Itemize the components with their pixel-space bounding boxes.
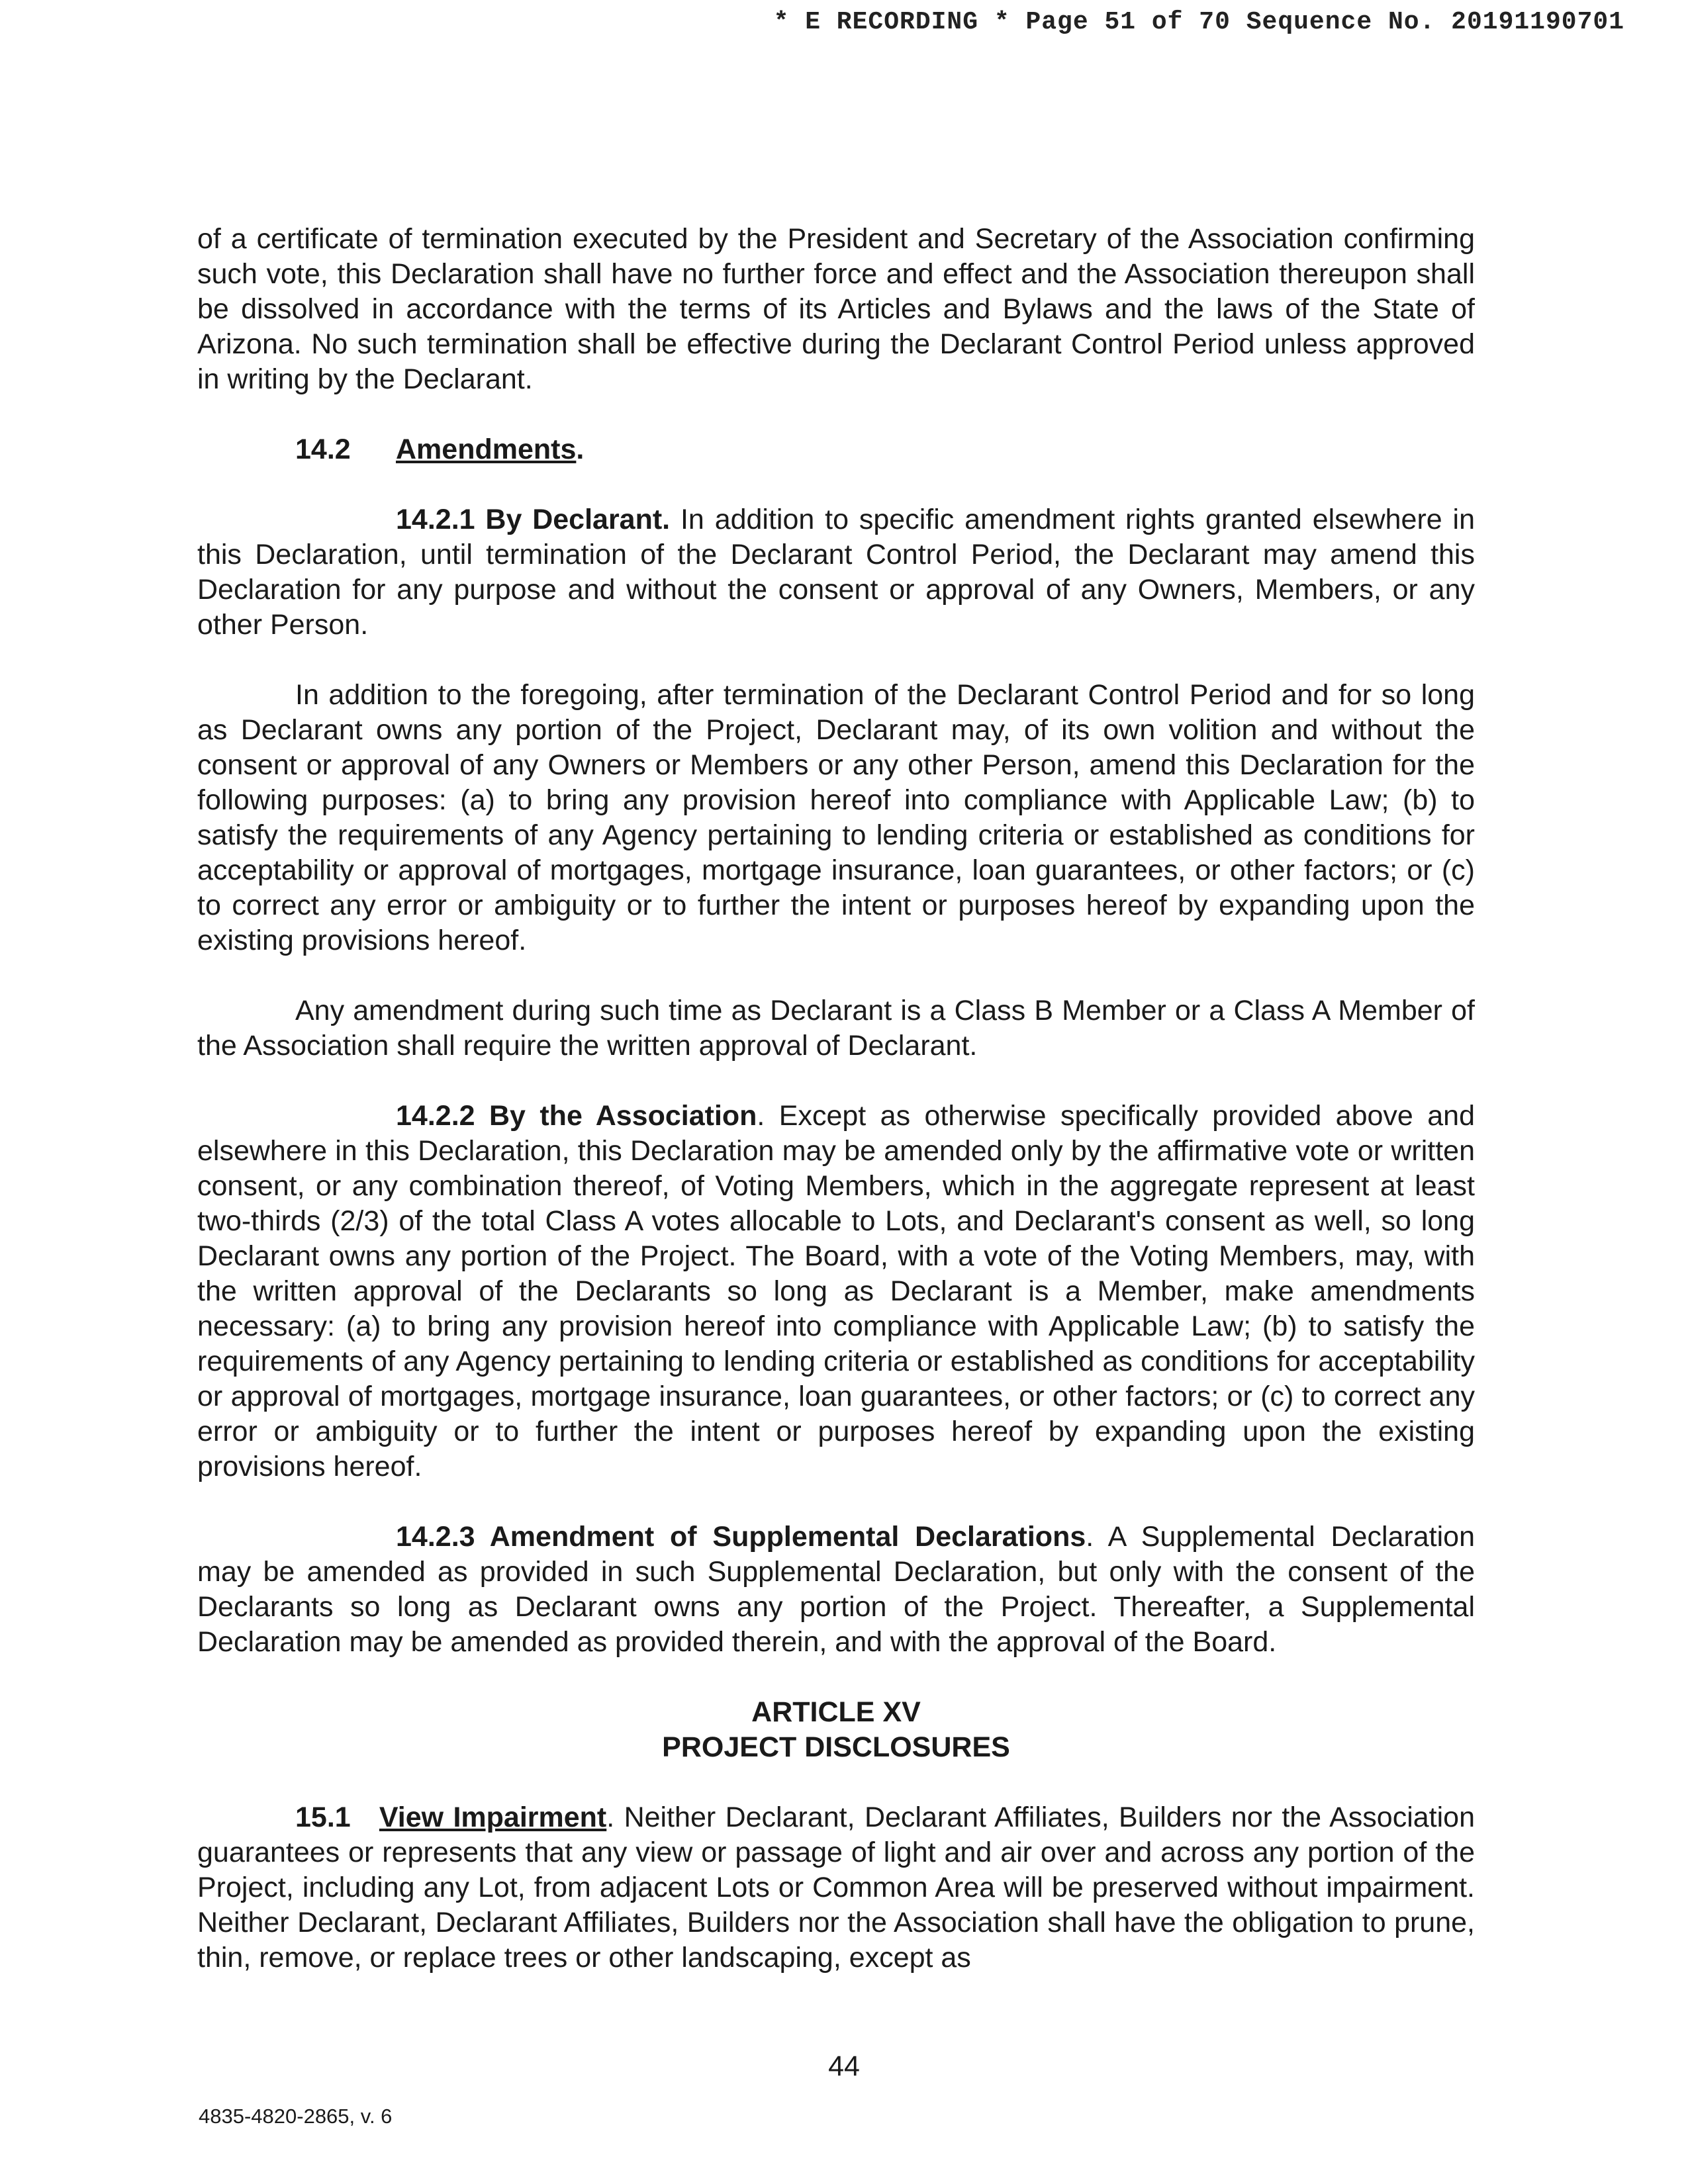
recording-stamp: * E RECORDING * Page 51 of 70 Sequence No. 20191190701 <box>773 8 1624 36</box>
paragraph-termination: of a certificate of termination executed by the President and Secretary of the Association confirming such vote, this Declaration shall have no further force and effect and the Association thereupon shall be dissolved in accordance with the terms of its Articles and Bylaws and the laws of the State of Arizona. No such termination shall be effective during the Declarant Control Period unless approved in writing by the Declarant. <box>197 223 1475 395</box>
subsection-text: . Except as otherwise specifically provided above and elsewhere in this Declaration, this Declaration may be amended only by the affirmative vote or written consent, or any combination thereof, of Voting Members, which in the aggregate represent at least two-thirds (2/3) of the total Class A votes allocable to Lots, and Declarant's consent as well, so long Declarant owns any portion of the Project. The Board, with a vote of the Voting Members, may, with the written approval of the Declarants so long as Declarant is a Member, make amendments necessary: (a) to bring any provision hereof into compliance with Applicable Law; (b) to satisfy the requirements of any Agency pertaining to lending criteria or established as conditions for acceptability or approval of mortgages, mortgage insurance, loan guarantees, or other factors; or (c) to correct any error or ambiguity or to further the intent or purposes hereof by expanding upon the existing provisions hereof. <box>197 1100 1475 1482</box>
article-heading <box>197 1695 1475 1765</box>
subsection-heading: 14.2.3 Amendment of Supplemental Declarations <box>396 1521 1086 1553</box>
paragraph-any-amendment: Any amendment during such time as Declarant is a Class B Member or a Class A Member of the Association shall require the written approval of Declarant. <box>197 995 1475 1062</box>
paragraph-14-2-3 <box>197 1520 1475 1660</box>
article-title: PROJECT DISCLOSURES <box>662 1731 1010 1763</box>
subsection-text: . A Supplemental Declaration may be amended as provided in such Supplemental Declaration, but only with the consent of the Declarants so long as Declarant owns any portion of the Project. Thereafter, a Supplemental Declaration may be amended as provided therein, and with the approval of the Board. <box>197 1521 1475 1658</box>
paragraph-15-1 <box>197 1800 1475 1976</box>
document-body <box>197 222 1475 2011</box>
paragraph-14-2-1 <box>197 502 1475 643</box>
section-title: View Impairment <box>379 1801 607 1833</box>
section-text: . Neither Declarant, Declarant Affiliates, Builders nor the Association guarantees or represents that any view or passage of light and air over and across any portion of the Project, including any Lot, from adjacent Lots or Common Area will be preserved without impairment. Neither Declarant, Declarant Affiliates, Builders nor the Association shall have the obligation to prune, thin, remove, or replace trees or other landscaping, except as <box>197 1801 1476 1974</box>
paragraph-14-2-2 <box>197 1099 1475 1484</box>
section-number: 14.2 <box>295 433 351 465</box>
subsection-heading: 14.2.1 By Declarant. <box>396 504 671 535</box>
page-number: 44 <box>828 2050 860 2082</box>
subsection-heading: 14.2.2 By the Association <box>396 1100 757 1132</box>
section-title: Amendments <box>396 433 577 465</box>
article-number: ARTICLE XV <box>751 1696 921 1728</box>
section-number: 15.1 <box>295 1801 351 1833</box>
paragraph-foregoing: In addition to the foregoing, after termination of the Declarant Control Period and for so long as Declarant owns any portion of the Project, Declarant may, of its own volition and without the consent or approval of any Owners or Members or any other Person, amend this Declaration for the following purposes: (a) to bring any provision hereof into compliance with Applicable Law; (b) to satisfy the requirements of any Agency pertaining to lending criteria or established as conditions for acceptability or approval of mortgages, mortgage insurance, loan guarantees, or other factors; or (c) to correct any error or ambiguity or to further the intent or purposes hereof by expanding upon the existing provisions hereof. <box>197 679 1475 956</box>
section-heading-14-2: 14.2 Amendments. <box>295 432 1475 467</box>
document-id: 4835-4820-2865, v. 6 <box>199 2105 393 2128</box>
subsection-text: In addition to specific amendment rights granted elsewhere in this Declaration, until termination of the Declarant Control Period, the Declarant may amend this Declaration for any purpose and without the consent or approval of any Owners, Members, or any other Person. <box>197 504 1475 641</box>
